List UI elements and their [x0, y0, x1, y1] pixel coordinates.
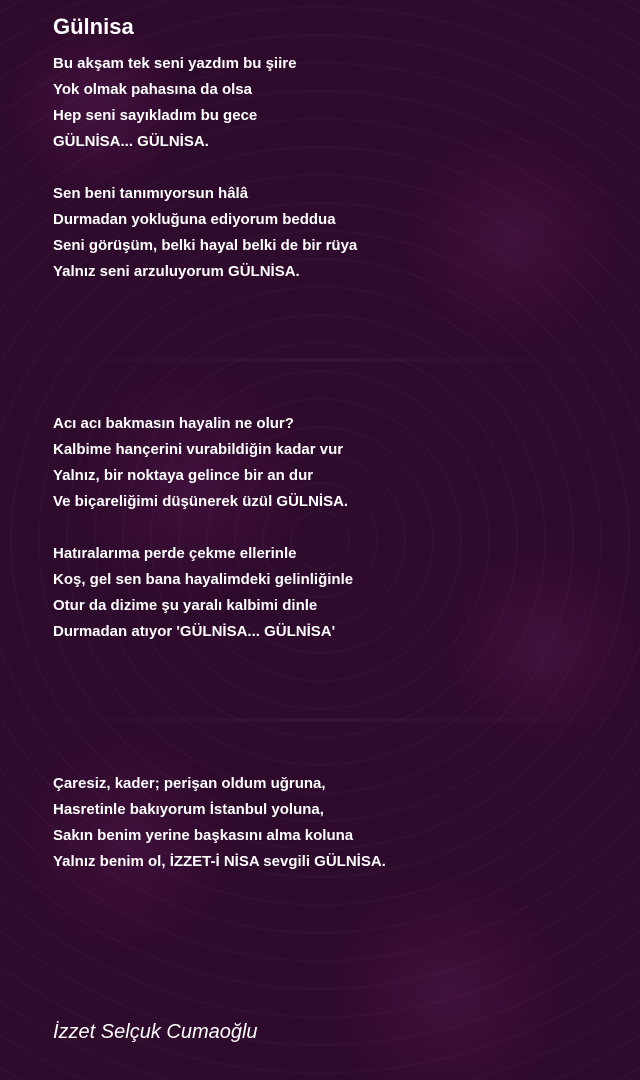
poem-line: Sen beni tanımıyorsun hâlâ: [53, 185, 249, 202]
stanza: [53, 51, 296, 155]
poem-line: Ve biçareliğimi düşünerek üzül GÜLNİSA.: [53, 493, 349, 510]
poem-line: Otur da dizime şu yaralı kalbimi dinle: [53, 597, 318, 614]
poem-line: Hep seni sayıkladım bu gece: [53, 107, 258, 124]
background-divider: [0, 358, 640, 362]
background-divider: [0, 718, 640, 722]
poem-line: Çaresiz, kader; perişan oldum uğruna,: [53, 775, 326, 792]
poem-line: Acı acı bakmasın hayalin ne olur?: [53, 415, 294, 432]
stanza: [53, 771, 386, 875]
poem-line: Durmadan yokluğuna ediyorum beddua: [53, 211, 336, 228]
poem-line: Yalnız, bir noktaya gelince bir an dur: [53, 467, 314, 484]
poem-author: İzzet Selçuk Cumaoğlu: [53, 1021, 258, 1043]
stanza: [53, 541, 353, 645]
poem-line: Durmadan atıyor 'GÜLNİSA... GÜLNİSA': [53, 623, 336, 640]
poem-line: Yok olmak pahasına da olsa: [53, 81, 252, 98]
poem-line: Bu akşam tek seni yazdım bu şiire: [53, 55, 297, 72]
poem-title: Gülnisa: [53, 14, 134, 39]
poem-line: Hatıralarıma perde çekme ellerinle: [53, 545, 297, 562]
poem-line: Seni görüşüm, belki hayal belki de bir rüya: [53, 237, 358, 254]
poem-line: Koş, gel sen bana hayalimdeki gelinliğinle: [53, 571, 354, 588]
poem-line: Sakın benim yerine başkasını alma koluna: [53, 827, 354, 844]
poem-line: Yalnız benim ol, İZZET-İ NİSA sevgili GÜLNİSA.: [53, 853, 386, 870]
poem-line: Hasretinle bakıyorum İstanbul yoluna,: [53, 801, 324, 818]
poem-line: Kalbime hançerini vurabildiğin kadar vur: [53, 441, 344, 458]
stanza: [53, 411, 348, 515]
poem-line: Yalnız seni arzuluyorum GÜLNİSA.: [53, 263, 300, 280]
poem-line: GÜLNİSA... GÜLNİSA.: [53, 133, 209, 150]
stanza: [53, 181, 357, 285]
